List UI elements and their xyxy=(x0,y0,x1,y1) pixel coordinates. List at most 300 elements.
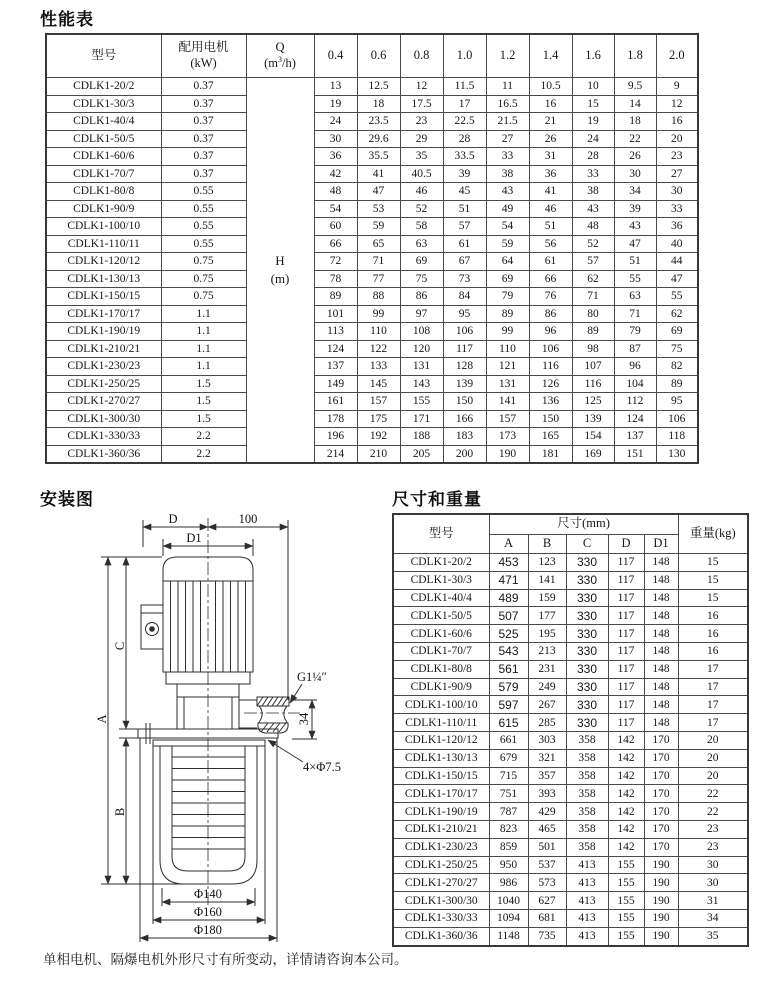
motor-power-cell: 0.55 xyxy=(161,200,246,218)
head-value-cell: 192 xyxy=(357,428,400,446)
dimension-value-cell: 823 xyxy=(489,820,528,838)
head-value-cell: 110 xyxy=(486,340,529,358)
performance-table-row xyxy=(46,78,698,96)
head-value-cell: 47 xyxy=(357,183,400,201)
head-value-cell: 29 xyxy=(400,130,443,148)
head-value-cell: 39 xyxy=(614,200,656,218)
dimensions-table-title: 尺寸和重量 xyxy=(392,490,482,510)
dimensions-table-row xyxy=(393,820,748,838)
weight-cell: 15 xyxy=(678,571,748,589)
model-cell: CDLK1-230/23 xyxy=(393,838,489,856)
head-value-cell: 178 xyxy=(314,410,357,428)
head-value-cell: 20 xyxy=(656,130,698,148)
col-header-flow xyxy=(246,34,314,78)
head-value-cell: 86 xyxy=(400,288,443,306)
head-value-cell: 33 xyxy=(656,200,698,218)
head-value-cell: 36 xyxy=(529,165,572,183)
model-cell: CDLK1-250/25 xyxy=(46,375,161,393)
weight-cell: 16 xyxy=(678,625,748,643)
head-value-cell: 157 xyxy=(357,393,400,411)
head-value-cell: 48 xyxy=(572,218,614,236)
dim-label-c: C xyxy=(113,641,127,651)
discharge-port xyxy=(257,697,289,733)
performance-table-row xyxy=(46,393,698,411)
dimension-value-cell: 190 xyxy=(644,856,678,874)
weight-cell: 35 xyxy=(678,927,748,945)
head-value-cell: 214 xyxy=(314,445,357,463)
motor-power-cell: 0.55 xyxy=(161,218,246,236)
dimensions-table-row xyxy=(393,731,748,749)
dimension-value-cell: 330 xyxy=(566,642,608,660)
head-value-cell: 15 xyxy=(572,95,614,113)
head-value-cell: 125 xyxy=(572,393,614,411)
head-value-cell: 75 xyxy=(400,270,443,288)
model-cell: CDLK1-20/2 xyxy=(46,78,161,96)
dimension-value-cell: 117 xyxy=(608,642,644,660)
col-header-dim-d: D xyxy=(608,534,644,554)
col-header-dim-b: B xyxy=(528,534,566,554)
dimension-value-cell: 715 xyxy=(489,767,528,785)
col-header-flow-1.2: 1.2 xyxy=(486,34,529,78)
dimension-value-cell: 117 xyxy=(608,554,644,572)
head-value-cell: 112 xyxy=(614,393,656,411)
head-value-cell: 139 xyxy=(572,410,614,428)
performance-table-row xyxy=(46,113,698,131)
dimensions-table-row xyxy=(393,642,748,660)
dimensions-table xyxy=(392,513,749,947)
dimension-value-cell: 413 xyxy=(566,927,608,945)
head-value-cell: 12 xyxy=(400,78,443,96)
head-value-cell: 62 xyxy=(656,305,698,323)
model-cell: CDLK1-230/23 xyxy=(46,358,161,376)
dimension-value-cell: 573 xyxy=(528,874,566,892)
dim-label-b: B xyxy=(113,807,127,817)
dimension-value-cell: 950 xyxy=(489,856,528,874)
dim-label-phi180: Φ180 xyxy=(194,923,222,937)
head-value-cell: 23.5 xyxy=(357,113,400,131)
model-cell: CDLK1-100/10 xyxy=(46,218,161,236)
head-value-cell: 106 xyxy=(656,410,698,428)
model-cell: CDLK1-170/17 xyxy=(46,305,161,323)
dimension-value-cell: 303 xyxy=(528,731,566,749)
dimension-value-cell: 358 xyxy=(566,731,608,749)
head-value-cell: 51 xyxy=(614,253,656,271)
head-value-cell: 59 xyxy=(486,235,529,253)
head-value-cell: 101 xyxy=(314,305,357,323)
head-value-cell: 104 xyxy=(614,375,656,393)
head-value-cell: 98 xyxy=(572,340,614,358)
dimension-value-cell: 170 xyxy=(644,820,678,838)
head-value-cell: 62 xyxy=(572,270,614,288)
head-value-cell: 95 xyxy=(656,393,698,411)
head-value-cell: 33.5 xyxy=(443,148,486,166)
model-cell: CDLK1-70/7 xyxy=(393,642,489,660)
dimension-value-cell: 148 xyxy=(644,678,678,696)
model-cell: CDLK1-20/2 xyxy=(393,554,489,572)
head-value-cell: 87 xyxy=(614,340,656,358)
dimension-value-cell: 190 xyxy=(644,874,678,892)
head-value-cell: 13 xyxy=(314,78,357,96)
dimension-value-cell: 330 xyxy=(566,678,608,696)
motor-power-cell: 0.75 xyxy=(161,288,246,306)
motor-body xyxy=(163,557,253,684)
head-value-cell: 53 xyxy=(357,200,400,218)
performance-table-row xyxy=(46,305,698,323)
head-value-cell: 44 xyxy=(656,253,698,271)
head-value-cell: 200 xyxy=(443,445,486,463)
col-header-dims-group: 尺寸(mm) xyxy=(489,514,678,534)
head-value-cell: 71 xyxy=(614,305,656,323)
dimension-value-cell: 159 xyxy=(528,589,566,607)
head-value-cell: 196 xyxy=(314,428,357,446)
col-header-dim-d1: D1 xyxy=(644,534,678,554)
model-cell: CDLK1-210/21 xyxy=(393,820,489,838)
dimension-value-cell: 429 xyxy=(528,803,566,821)
head-value-cell: 17 xyxy=(443,95,486,113)
dimension-value-cell: 358 xyxy=(566,749,608,767)
motor-power-cell: 1.5 xyxy=(161,410,246,428)
head-value-cell: 173 xyxy=(486,428,529,446)
dimension-value-cell: 170 xyxy=(644,838,678,856)
dimensions-table-row xyxy=(393,660,748,678)
head-value-cell: 78 xyxy=(314,270,357,288)
performance-table-row xyxy=(46,410,698,428)
col-header-flow-1.4: 1.4 xyxy=(529,34,572,78)
col-header-motor xyxy=(161,34,246,78)
model-cell: CDLK1-100/10 xyxy=(393,696,489,714)
model-cell: CDLK1-110/11 xyxy=(393,714,489,732)
dimensions-table-row xyxy=(393,554,748,572)
dimension-value-cell: 117 xyxy=(608,696,644,714)
dimensions-table-row xyxy=(393,803,748,821)
dimension-value-cell: 358 xyxy=(566,785,608,803)
head-value-cell: 46 xyxy=(400,183,443,201)
weight-cell: 20 xyxy=(678,749,748,767)
head-value-cell: 24 xyxy=(314,113,357,131)
motor-power-cell: 1.1 xyxy=(161,323,246,341)
dimension-value-cell: 1040 xyxy=(489,892,528,910)
weight-cell: 15 xyxy=(678,554,748,572)
dimension-value-cell: 681 xyxy=(528,909,566,927)
dimension-value-cell: 142 xyxy=(608,767,644,785)
head-value-cell: 67 xyxy=(443,253,486,271)
dimension-value-cell: 117 xyxy=(608,714,644,732)
model-cell: CDLK1-330/33 xyxy=(46,428,161,446)
dimension-value-cell: 177 xyxy=(528,607,566,625)
dimension-value-cell: 525 xyxy=(489,625,528,643)
head-value-cell: 36 xyxy=(656,218,698,236)
dimensions-table-row xyxy=(393,607,748,625)
model-cell: CDLK1-170/17 xyxy=(393,785,489,803)
col-header-flow-2.0: 2.0 xyxy=(656,34,698,78)
dimension-value-cell: 330 xyxy=(566,625,608,643)
head-value-cell: 23 xyxy=(656,148,698,166)
head-value-cell: 22.5 xyxy=(443,113,486,131)
dimension-value-cell: 735 xyxy=(528,927,566,945)
head-value-cell: 14 xyxy=(614,95,656,113)
dimension-value-cell: 148 xyxy=(644,642,678,660)
dimension-value-cell: 330 xyxy=(566,696,608,714)
model-cell: CDLK1-60/6 xyxy=(393,625,489,643)
footnote-text: 单相电机、隔爆电机外形尺寸有所变动，详情请咨询本公司。 xyxy=(43,952,408,967)
dimension-value-cell: 859 xyxy=(489,838,528,856)
performance-table-row xyxy=(46,288,698,306)
model-cell: CDLK1-270/27 xyxy=(393,874,489,892)
head-value-cell: 122 xyxy=(357,340,400,358)
head-value-cell: 45 xyxy=(443,183,486,201)
head-value-cell: 181 xyxy=(529,445,572,463)
dimensions-table-row xyxy=(393,625,748,643)
dimension-value-cell: 330 xyxy=(566,660,608,678)
motor-power-cell: 0.37 xyxy=(161,113,246,131)
dimension-value-cell: 148 xyxy=(644,625,678,643)
head-value-cell: 61 xyxy=(529,253,572,271)
col-header-flow-1.6: 1.6 xyxy=(572,34,614,78)
dimension-value-cell: 190 xyxy=(644,892,678,910)
dimension-value-cell: 413 xyxy=(566,892,608,910)
model-cell: CDLK1-120/12 xyxy=(46,253,161,271)
installation-diagram-title: 安装图 xyxy=(40,490,94,510)
motor-power-cell: 2.2 xyxy=(161,445,246,463)
model-cell: CDLK1-130/13 xyxy=(46,270,161,288)
head-value-cell: 26 xyxy=(529,130,572,148)
head-value-cell: 131 xyxy=(400,358,443,376)
head-value-cell: 55 xyxy=(614,270,656,288)
motor-power-cell: 0.37 xyxy=(161,95,246,113)
head-value-cell: 61 xyxy=(443,235,486,253)
head-value-cell: 106 xyxy=(443,323,486,341)
head-value-cell: 40.5 xyxy=(400,165,443,183)
head-value-cell: 75 xyxy=(656,340,698,358)
dimension-value-cell: 249 xyxy=(528,678,566,696)
head-value-cell: 205 xyxy=(400,445,443,463)
head-value-cell: 27 xyxy=(656,165,698,183)
dimension-value-cell: 123 xyxy=(528,554,566,572)
performance-table-row xyxy=(46,253,698,271)
head-value-cell: 166 xyxy=(443,410,486,428)
head-value-cell: 38 xyxy=(572,183,614,201)
col-header-flow-0.4: 0.4 xyxy=(314,34,357,78)
pump-installation-drawing xyxy=(90,513,350,945)
weight-cell: 23 xyxy=(678,820,748,838)
dimension-value-cell: 537 xyxy=(528,856,566,874)
col-header-weight: 重量(kg) xyxy=(678,514,748,554)
holes-leader-line xyxy=(268,740,303,762)
head-value-cell: 41 xyxy=(529,183,572,201)
dimension-value-cell: 471 xyxy=(489,571,528,589)
dimension-value-cell: 213 xyxy=(528,642,566,660)
dimension-value-cell: 330 xyxy=(566,554,608,572)
dimension-value-cell: 142 xyxy=(608,803,644,821)
dimension-value-cell: 465 xyxy=(528,820,566,838)
performance-table-row xyxy=(46,428,698,446)
motor-power-cell: 0.37 xyxy=(161,78,246,96)
head-value-cell: 71 xyxy=(572,288,614,306)
dimensions-table-row xyxy=(393,838,748,856)
head-value-cell: 157 xyxy=(486,410,529,428)
dimensions-table-row xyxy=(393,571,748,589)
dim-label-100: 100 xyxy=(238,513,258,526)
motor-power-cell: 1.1 xyxy=(161,358,246,376)
head-value-cell: 63 xyxy=(400,235,443,253)
head-value-cell: 33 xyxy=(572,165,614,183)
head-value-cell: 24 xyxy=(572,130,614,148)
dimension-value-cell: 142 xyxy=(608,785,644,803)
head-value-cell: 18 xyxy=(357,95,400,113)
dimension-value-cell: 357 xyxy=(528,767,566,785)
motor-power-cell: 0.75 xyxy=(161,253,246,271)
head-value-cell: 171 xyxy=(400,410,443,428)
model-cell: CDLK1-110/11 xyxy=(46,235,161,253)
dimension-value-cell: 170 xyxy=(644,749,678,767)
head-value-cell: 10 xyxy=(572,78,614,96)
model-cell: CDLK1-150/15 xyxy=(393,767,489,785)
dimension-value-cell: 507 xyxy=(489,607,528,625)
dimension-value-cell: 155 xyxy=(608,874,644,892)
dimension-value-cell: 142 xyxy=(608,731,644,749)
dimension-value-cell: 170 xyxy=(644,767,678,785)
head-value-cell: 71 xyxy=(357,253,400,271)
model-cell: CDLK1-250/25 xyxy=(393,856,489,874)
head-value-cell: 131 xyxy=(486,375,529,393)
head-value-cell: 39 xyxy=(443,165,486,183)
performance-table-row xyxy=(46,358,698,376)
head-value-cell: 33 xyxy=(486,148,529,166)
dimension-value-cell: 117 xyxy=(608,589,644,607)
head-value-cell: 12 xyxy=(656,95,698,113)
performance-table-row xyxy=(46,375,698,393)
head-value-cell: 133 xyxy=(357,358,400,376)
dimension-value-cell: 413 xyxy=(566,856,608,874)
model-cell: CDLK1-30/3 xyxy=(46,95,161,113)
motor-power-cell: 0.37 xyxy=(161,130,246,148)
head-value-cell: 46 xyxy=(529,200,572,218)
col-header-flow-1.8: 1.8 xyxy=(614,34,656,78)
head-value-cell: 52 xyxy=(400,200,443,218)
head-value-cell: 30 xyxy=(314,130,357,148)
head-value-cell: 72 xyxy=(314,253,357,271)
head-value-cell: 49 xyxy=(486,200,529,218)
head-value-cell: 89 xyxy=(314,288,357,306)
head-value-cell: 19 xyxy=(572,113,614,131)
head-value-cell: 141 xyxy=(486,393,529,411)
dimension-value-cell: 787 xyxy=(489,803,528,821)
head-value-cell: 145 xyxy=(357,375,400,393)
dimension-value-cell: 597 xyxy=(489,696,528,714)
dimension-value-cell: 561 xyxy=(489,660,528,678)
head-value-cell: 124 xyxy=(614,410,656,428)
dimensions-table-row xyxy=(393,892,748,910)
dimension-value-cell: 1148 xyxy=(489,927,528,945)
head-value-cell: 17.5 xyxy=(400,95,443,113)
head-value-cell: 43 xyxy=(486,183,529,201)
head-value-cell: 89 xyxy=(572,323,614,341)
head-value-cell: 151 xyxy=(614,445,656,463)
model-cell: CDLK1-50/5 xyxy=(393,607,489,625)
dimension-value-cell: 453 xyxy=(489,554,528,572)
head-value-cell: 26 xyxy=(614,148,656,166)
performance-table-wrap xyxy=(45,33,699,464)
motor-power-cell: 0.55 xyxy=(161,183,246,201)
dimension-value-cell: 142 xyxy=(608,820,644,838)
performance-table-row xyxy=(46,200,698,218)
motor-power-cell: 0.75 xyxy=(161,270,246,288)
performance-table-row xyxy=(46,340,698,358)
head-value-cell: 28 xyxy=(572,148,614,166)
dimension-value-cell: 413 xyxy=(566,909,608,927)
dimension-value-cell: 117 xyxy=(608,678,644,696)
head-value-cell: 22 xyxy=(614,130,656,148)
dimension-value-cell: 117 xyxy=(608,607,644,625)
pump-barrel xyxy=(153,740,265,884)
head-value-cell: 124 xyxy=(314,340,357,358)
dimension-value-cell: 321 xyxy=(528,749,566,767)
dimension-value-cell: 155 xyxy=(608,927,644,945)
flow-unit-label: $(m^3/h)$ xyxy=(264,55,296,71)
dimensions-table-row xyxy=(393,696,748,714)
performance-table-row xyxy=(46,235,698,253)
dimension-value-cell: 579 xyxy=(489,678,528,696)
dimension-value-cell: 170 xyxy=(644,785,678,803)
performance-table-row xyxy=(46,165,698,183)
head-value-cell: 30 xyxy=(614,165,656,183)
pump-head xyxy=(177,684,257,729)
dimensions-table-row xyxy=(393,767,748,785)
head-value-cell: 99 xyxy=(486,323,529,341)
head-value-cell: 137 xyxy=(614,428,656,446)
head-value-cell: 88 xyxy=(357,288,400,306)
head-value-cell: 130 xyxy=(656,445,698,463)
dimension-value-cell: 117 xyxy=(608,625,644,643)
motor-power-cell: 0.37 xyxy=(161,165,246,183)
head-value-cell: 97 xyxy=(400,305,443,323)
head-value-cell: 43 xyxy=(614,218,656,236)
head-value-cell: 42 xyxy=(314,165,357,183)
weight-cell: 16 xyxy=(678,642,748,660)
head-value-cell: 116 xyxy=(529,358,572,376)
performance-table-row xyxy=(46,323,698,341)
motor-label: 配用电机 xyxy=(178,40,229,55)
head-value-cell: 59 xyxy=(357,218,400,236)
weight-cell: 16 xyxy=(678,607,748,625)
thread-label: G1¼″ xyxy=(297,670,327,684)
model-cell: CDLK1-300/30 xyxy=(393,892,489,910)
col-header-flow-0.8: 0.8 xyxy=(400,34,443,78)
head-value-cell: 69 xyxy=(656,323,698,341)
dimension-value-cell: 148 xyxy=(644,571,678,589)
dimension-value-cell: 627 xyxy=(528,892,566,910)
dimension-value-cell: 267 xyxy=(528,696,566,714)
dimension-value-cell: 330 xyxy=(566,589,608,607)
model-cell: CDLK1-80/8 xyxy=(393,660,489,678)
head-value-cell: 54 xyxy=(314,200,357,218)
head-value-cell: 48 xyxy=(314,183,357,201)
head-value-cell: 64 xyxy=(486,253,529,271)
flow-symbol: Q xyxy=(275,39,285,54)
weight-cell: 20 xyxy=(678,731,748,749)
weight-cell: 30 xyxy=(678,874,748,892)
head-value-cell: 76 xyxy=(529,288,572,306)
head-value-cell: 86 xyxy=(529,305,572,323)
model-cell: CDLK1-330/33 xyxy=(393,909,489,927)
head-value-cell: 51 xyxy=(529,218,572,236)
head-value-cell: 116 xyxy=(572,375,614,393)
weight-cell: 17 xyxy=(678,660,748,678)
head-value-cell: 9 xyxy=(656,78,698,96)
performance-header-row xyxy=(46,34,698,78)
motor-power-cell: 1.5 xyxy=(161,393,246,411)
dimensions-table-wrap xyxy=(392,513,749,947)
